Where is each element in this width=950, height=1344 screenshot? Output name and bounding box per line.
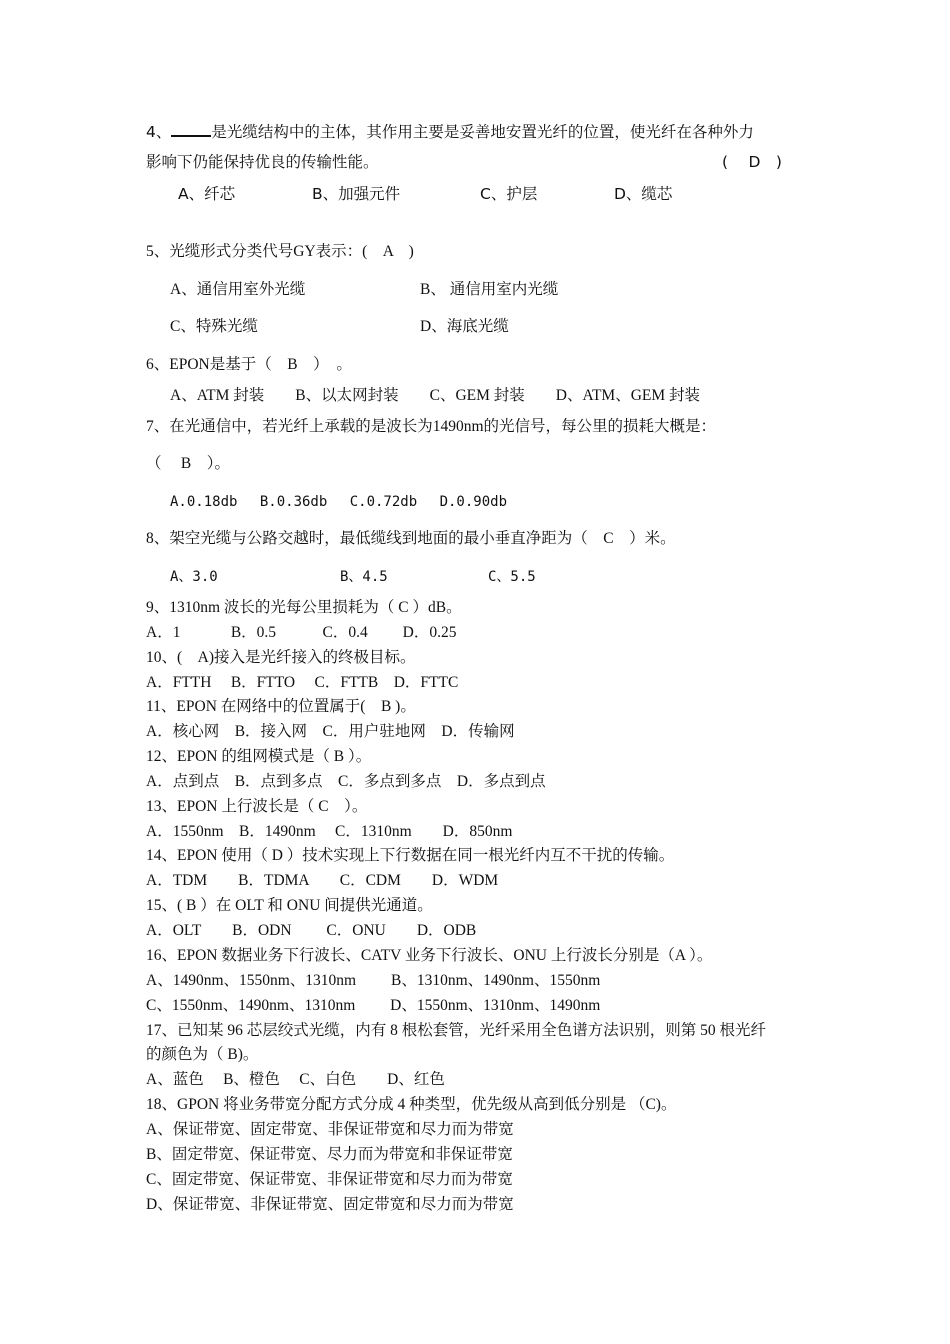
q18-option-b: B、固定带宽、保证带宽、尽力而为带宽和非保证带宽 <box>146 1146 513 1163</box>
q5-option-b: B、 通信用室内光缆 <box>420 281 559 298</box>
q8-option-a: A、3.0 <box>170 569 218 585</box>
q7-options: A.0.18db B.0.36db C.0.72db D.0.90db <box>170 494 508 510</box>
q9-options: A．1 B．0.5 C．0.4 D．0.25 <box>146 624 457 641</box>
q4-option-d: D、缆芯 <box>614 185 673 203</box>
q5-stem: 5、光缆形式分类代号GY表示：( A ) <box>146 243 414 260</box>
q11-stem: 11、EPON 在网络中的位置属于( B )。 <box>146 698 416 715</box>
q18-option-c: C、固定带宽、保证带宽、非保证带宽和尽力而为带宽 <box>146 1171 513 1188</box>
q12-options: A．点到点 B．点到多点 C．多点到多点 D．多点到点 <box>146 773 546 790</box>
q4-option-b: B、加强元件 <box>312 185 401 203</box>
q7-stem: 7、在光通信中，若光纤上承载的是波长为1490nm的光信号，每公里的损耗大概是： <box>146 418 717 435</box>
q4-answer-blank <box>171 122 211 137</box>
q18-stem: 18、GPON 将业务带宽分配方式分成 4 种类型，优先级从高到低分别是 （C)。 <box>146 1096 677 1113</box>
q15-options: A．OLT B．ODN C．ONU D．ODB <box>146 922 477 939</box>
q17-stem: 17、已知某 96 芯层绞式光缆，内有 8 根松套管，光纤采用全色谱方法识别，则第 50 根光纤 <box>146 1022 767 1039</box>
q5-option-d: D、海底光缆 <box>420 318 509 335</box>
q12-stem: 12、EPON 的组网模式是（ B ）。 <box>146 748 372 765</box>
q18-option-d: D、保证带宽、非保证带宽、固定带宽和尽力而为带宽 <box>146 1196 514 1213</box>
q8-stem: 8、架空光缆与公路交越时，最低缆线到地面的最小垂直净距为（ C ）米。 <box>146 530 676 547</box>
q16-options-line2: C、1550nm、1490nm、1310nm D、1550nm、1310nm、1490nm <box>146 997 601 1014</box>
q4-stem-text: 是光缆结构中的主体，其作用主要是妥善地安置光纤的位置，使光纤在各种外力 <box>211 123 754 141</box>
q17-options: A、蓝色 B、橙色 C、白色 D、红色 <box>146 1071 445 1088</box>
q16-options-line1: A、1490nm、1550nm、1310nm B、1310nm、1490nm、1550nm <box>146 972 601 989</box>
q4-option-a: A、纤芯 <box>178 185 236 203</box>
q17-stem-line2: 的颜色为（ B)。 <box>146 1046 259 1063</box>
q13-options: A．1550nm B．1490nm C．1310nm D．850nm <box>146 823 513 840</box>
q4-stem <box>146 122 754 142</box>
q10-options: A．FTTH B．FTTO C．FTTB D．FTTC <box>146 674 459 691</box>
q18-option-a: A、保证带宽、固定带宽、非保证带宽和尽力而为带宽 <box>146 1121 514 1138</box>
q11-options: A．核心网 B．接入网 C．用户驻地网 D．传输网 <box>146 723 515 740</box>
q4-stem-line2: 影响下仍能保持优良的传输性能。 <box>146 153 379 171</box>
q6-stem: 6、EPON是基于（ B ） 。 <box>146 356 352 373</box>
q13-stem: 13、EPON 上行波长是（ C ）。 <box>146 798 368 815</box>
q14-options: A．TDM B．TDMA C．CDM D．WDM <box>146 872 499 889</box>
q16-stem: 16、EPON 数据业务下行波长、CATV 业务下行波长、ONU 上行波长分别是（A ）。 <box>146 947 713 964</box>
q8-option-c: C、5.5 <box>488 569 536 585</box>
q7-stem-line2: （ B ）。 <box>146 455 230 472</box>
q5-option-c: C、特殊光缆 <box>170 318 258 335</box>
q10-stem: 10、( A)接入是光纤接入的终极目标。 <box>146 649 416 666</box>
q4-number: 4、 <box>146 123 172 141</box>
q8-option-b: B、4.5 <box>340 569 388 585</box>
q9-stem: 9、1310nm 波长的光每公里损耗为（ C ）dB。 <box>146 599 462 616</box>
q4-option-c: C、护层 <box>480 185 538 203</box>
q15-stem: 15、( B ）在 OLT 和 ONU 间提供光通道。 <box>146 897 433 914</box>
q6-options: A、ATM 封装 B、以太网封装 C、GEM 封装 D、ATM、GEM 封装 <box>170 387 701 404</box>
q4-answer: ( D ) <box>722 153 782 171</box>
q14-stem: 14、EPON 使用（ D ）技术实现上下行数据在同一根光纤内互不干扰的传输。 <box>146 847 675 864</box>
q5-option-a: A、通信用室外光缆 <box>170 281 306 298</box>
